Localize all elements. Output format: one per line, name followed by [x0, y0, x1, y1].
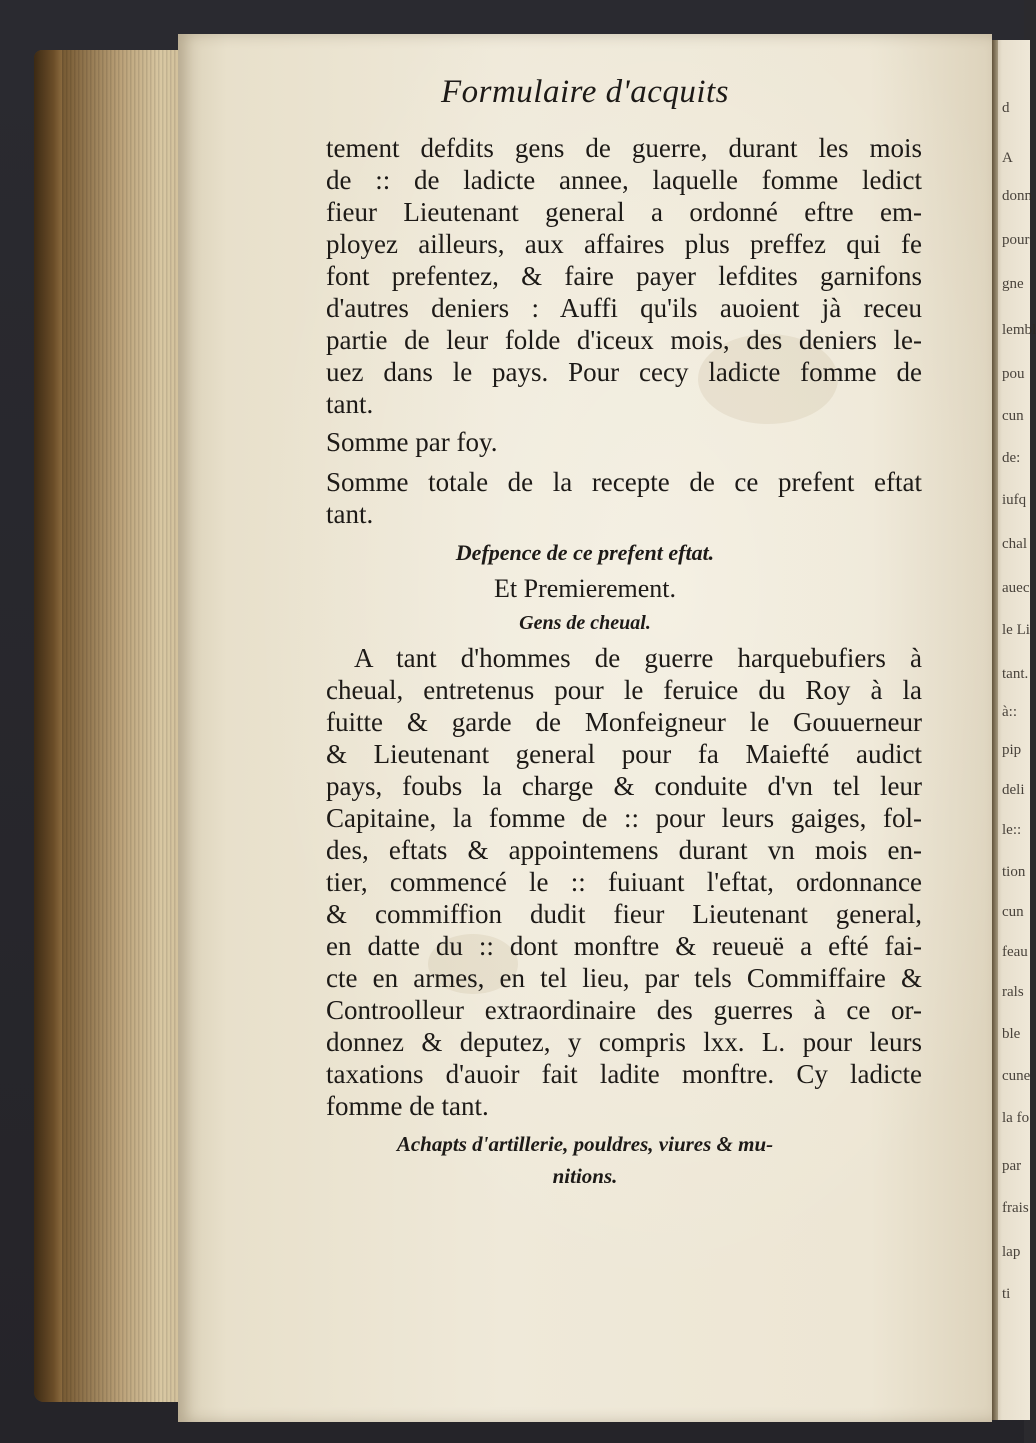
text-line: ployez ailleurs, aux affaires plus preffez qui fe [326, 229, 922, 259]
sliver-text: ble [1002, 1026, 1021, 1042]
sliver-text: feau [1002, 944, 1028, 960]
section-heading-despence: Defpence de ce prefent eftat. [455, 540, 715, 565]
text-line: & commiffion dudit fieur Lieutenant general, [326, 899, 922, 929]
sliver-text: le Li [1002, 622, 1030, 638]
text-line: Capitaine, la fomme de :: pour leurs gaiges, fol- [326, 803, 922, 833]
sliver-text: lembl [1002, 322, 1036, 338]
sliver-text: cun [1002, 904, 1024, 920]
sliver-text: par [1002, 1158, 1022, 1174]
book-fore-edge [34, 50, 194, 1402]
sliver-text: auec [1002, 580, 1030, 596]
text-line: pays, foubs la charge & conduite d'vn tel leur [326, 771, 922, 801]
next-page-sliver [990, 40, 1036, 1420]
text-line: fomme de tant. [326, 1091, 489, 1121]
sliver-text: à:: [1002, 704, 1017, 720]
text-line: partie de leur folde d'iceux mois, des deniers le- [326, 325, 922, 355]
sliver-text: gne [1002, 276, 1024, 292]
sliver-text: cune [1002, 1068, 1031, 1084]
text-line: cte en armes, en tel lieu, par tels Commiffaire & [326, 963, 922, 993]
section-heading-achapts-cont: nitions. [552, 1164, 618, 1188]
section-heading-gens-de-cheual: Gens de cheual. [519, 612, 651, 634]
sliver-text: tion [1002, 864, 1026, 880]
sliver-text: chal [1002, 536, 1027, 552]
text-line: tant. [326, 389, 374, 419]
sliver-text: lap [1002, 1244, 1021, 1260]
sliver-text: cun [1002, 408, 1024, 424]
sliver-text: A [1002, 150, 1013, 166]
sliver-text: rals [1002, 984, 1024, 1000]
text-line: A tant d'hommes de guerre harquebufiers à [354, 643, 922, 673]
section-heading-achapts: Achapts d'artillerie, pouldres, viures & mu- [396, 1132, 774, 1156]
text-line: en datte du :: dont monftre & reueuë a efté fai- [326, 931, 922, 961]
sliver-text: deli [1002, 782, 1025, 798]
somme-par-soy: Somme par foy. [326, 427, 498, 457]
text-line: taxations d'auoir fait ladite monftre. Cy ladicte [326, 1059, 922, 1089]
sliver-text: iufq [1002, 492, 1027, 508]
text-line: cheual, entretenus pour le feruice du Roy à la [326, 675, 922, 705]
text-line: donnez & deputez, y compris lxx. L. pour leurs [326, 1027, 922, 1057]
sliver-text: frais [1002, 1200, 1029, 1216]
text-line: de :: de ladicte annee, laquelle fomme ledict [326, 165, 922, 195]
sliver-text: ti [1002, 1286, 1011, 1302]
text-line: d'autres deniers : Auffi qu'ils auoient jà receu [326, 293, 922, 323]
sliver-text: la fo [1002, 1110, 1030, 1126]
text-line: des, eftats & appointemens durant vn mois en- [326, 835, 922, 865]
text-line: & Lieutenant general pour fa Maiefté audict [326, 739, 922, 769]
sliver-text: tant. [1002, 666, 1029, 682]
sliver-text: pou [1002, 366, 1025, 382]
section-heading-premierement: Et Premierement. [494, 574, 676, 603]
sliver-text: d [1002, 100, 1010, 116]
text-line: tier, commencé le :: fuiuant l'eftat, ordonnance [326, 867, 922, 897]
sliver-text: de: [1002, 450, 1021, 466]
text-line: uez dans le pays. Pour cecy ladicte fomme de [326, 357, 922, 387]
text-line: font prefentez, & faire payer lefdites garnifons [326, 261, 922, 291]
text-line: Somme totale de la recepte de ce prefent eftat [326, 467, 922, 497]
text-line: tement defdits gens de guerre, durant les mois [326, 133, 922, 163]
text-line: fieur Lieutenant general a ordonné eftre em- [326, 197, 922, 227]
sliver-text: pip [1002, 742, 1022, 758]
sliver-text: le:: [1002, 822, 1022, 838]
running-head: Formulaire d'acquits [440, 74, 730, 110]
book-binding [34, 50, 62, 1402]
book-page [178, 34, 992, 1422]
sliver-text: pour [1002, 232, 1030, 248]
text-line: tant. [326, 499, 374, 529]
text-line: Controolleur extraordinaire des guerres à ce or- [326, 995, 922, 1025]
sliver-text: donn [1002, 188, 1032, 204]
text-line: fuitte & garde de Monfeigneur le Gouuerneur [326, 707, 922, 737]
